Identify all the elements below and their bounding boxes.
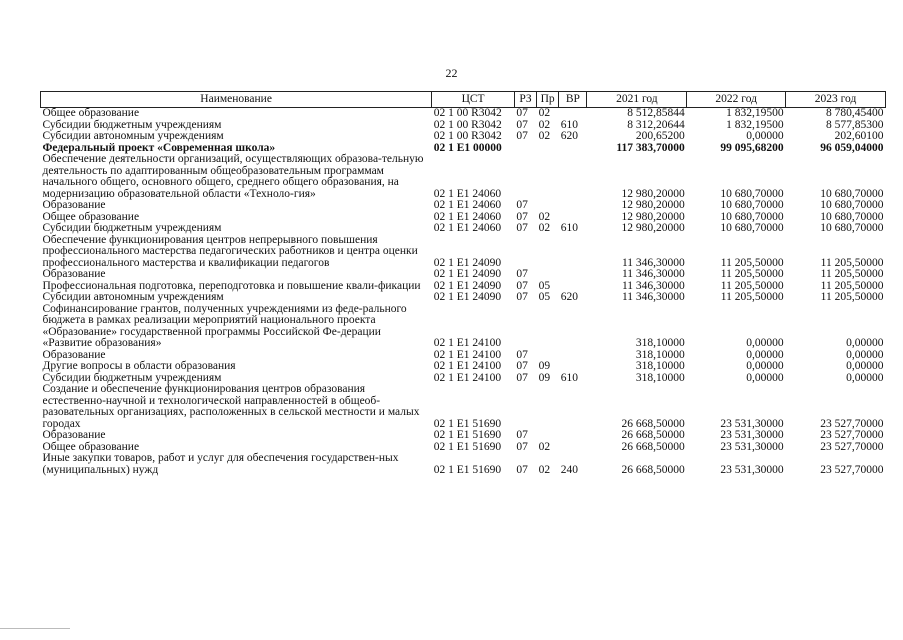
- cell-pr: 02: [538, 463, 551, 476]
- cell-vr: 240: [560, 463, 578, 476]
- cell-2021: 200,65200: [635, 130, 685, 142]
- cell-2022: 0,00000: [746, 348, 784, 361]
- header-vr: ВР: [559, 92, 587, 108]
- table-row: [41, 108, 886, 120]
- cell-2023: 8 577,85300: [826, 118, 884, 131]
- cell-cst: 02 1 E1 00000: [433, 141, 502, 154]
- table-row: [41, 384, 886, 430]
- cell-pr: [537, 430, 559, 442]
- cell-cst: 02 1 E1 24090: [433, 256, 502, 269]
- cell-2022: 23 531,30000: [720, 429, 784, 441]
- cell-2023: 10 680,70000: [820, 210, 884, 223]
- cell-name: Софинансирование грантов, полученных учреждениями из феде-рального бюджета в рамках реализации мероприятий национального проекта «Образование» государственной программы Российской Фе-дерации «Развитие образования»: [42, 302, 407, 349]
- header-cst: ЦСТ: [432, 92, 515, 108]
- cell-vr: [559, 200, 587, 212]
- cell-vr: [559, 269, 587, 281]
- cell-name: Общее образование: [42, 107, 140, 119]
- table-row: [41, 131, 886, 143]
- cell-pr: 02: [538, 130, 551, 142]
- cell-name: Создание и обеспечение функционирования центров образования естественно-научной и технологической направленностей в общеоб-разовательных организациях, расположенных в сельской местности и малых городах: [42, 383, 420, 430]
- cell-2021: 26 668,50000: [621, 440, 685, 453]
- cell-2023: 11 205,50000: [820, 291, 884, 303]
- cell-name: Общее образование: [42, 440, 140, 453]
- cell-2023: 23 527,70000: [820, 440, 884, 453]
- cell-rz: 07: [516, 371, 528, 384]
- cell-name: Субсидии бюджетным учреждениям: [42, 371, 222, 384]
- cell-name: Профессиональная подготовка, переподготовка и повышение квали-фикации: [42, 279, 421, 292]
- cell-pr: [537, 200, 559, 212]
- cell-cst: 02 1 E1 24100: [433, 348, 502, 361]
- cell-name: Субсидии бюджетным учреждениям: [42, 118, 222, 131]
- cell-vr: [559, 442, 587, 454]
- cell-2023: 0,00000: [846, 337, 884, 349]
- cell-2023: 0,00000: [846, 348, 884, 361]
- cell-name: Субсидии бюджетным учреждениям: [42, 222, 222, 234]
- cell-2021: 12 980,20000: [621, 199, 685, 211]
- cell-name: Образование: [42, 268, 106, 280]
- cell-2023: 10 680,70000: [820, 199, 884, 211]
- cell-pr: [537, 154, 559, 200]
- cell-vr: 610: [560, 371, 578, 384]
- cell-vr: [559, 143, 587, 155]
- cell-2022: 10 680,70000: [720, 199, 784, 211]
- cell-pr: [537, 384, 559, 430]
- cell-2022: 1 832,19500: [726, 118, 784, 131]
- table-row: [41, 200, 886, 212]
- cell-name: Обеспечение функционирования центров непрерывного повышения профессионального мастерства педагогических работников и центра оценки профессионального мастерства и квалификации педагогов: [42, 233, 418, 269]
- header-2022: 2022 год: [687, 92, 786, 108]
- cell-name: Субсидии автономным учреждениям: [42, 130, 224, 142]
- header-rz: РЗ: [514, 92, 536, 108]
- cell-pr: 05: [538, 291, 551, 303]
- cell-2021: 318,10000: [635, 348, 685, 361]
- cell-2021: 11 346,30000: [621, 279, 685, 292]
- budget-table-container: [40, 91, 886, 476]
- cell-vr: 610: [560, 222, 578, 234]
- footer-rule: [0, 628, 70, 629]
- cell-2022: 10 680,70000: [720, 222, 784, 234]
- header-name: Наименование: [41, 92, 432, 108]
- cell-2023: 202,60100: [834, 130, 884, 142]
- cell-2022: 10 680,70000: [720, 210, 784, 223]
- cell-2021: 8 312,20644: [627, 118, 685, 131]
- header-2023: 2023 год: [786, 92, 886, 108]
- cell-cst: 02 1 E1 24090: [433, 291, 502, 303]
- cell-name: Федеральный проект «Современная школа»: [42, 141, 276, 154]
- cell-cst: 02 1 E1 24060: [433, 222, 502, 234]
- cell-cst: 02 1 E1 24100: [433, 360, 502, 372]
- cell-cst: 02 1 E1 24100: [433, 337, 502, 349]
- cell-cst: 02 1 E1 24090: [433, 268, 502, 280]
- cell-rz: 07: [516, 118, 528, 131]
- cell-vr: [559, 154, 587, 200]
- cell-2021: 12 980,20000: [621, 187, 685, 200]
- cell-2023: 11 205,50000: [820, 279, 884, 292]
- cell-cst: 02 1 E1 24100: [433, 371, 502, 384]
- cell-rz: 07: [516, 279, 528, 292]
- table-header-row: [41, 92, 886, 108]
- cell-vr: [559, 235, 587, 270]
- cell-rz: 07: [516, 429, 528, 441]
- page-number: 22: [445, 66, 458, 80]
- cell-name: Иные закупки товаров, работ и услуг для обеспечения государствен-ных (муниципальных) нужд: [42, 452, 399, 476]
- cell-vr: [559, 304, 587, 350]
- cell-vr: [559, 361, 587, 373]
- cell-rz: 07: [516, 348, 528, 361]
- header-pr: Пр: [537, 92, 559, 108]
- cell-vr: [559, 350, 587, 362]
- cell-2021: 318,10000: [635, 371, 685, 384]
- cell-2023: 8 780,45400: [826, 107, 884, 119]
- cell-rz: [514, 384, 536, 430]
- cell-2022: 0,00000: [746, 130, 784, 142]
- cell-2023: 0,00000: [846, 371, 884, 384]
- cell-vr: [559, 384, 587, 430]
- cell-rz: 07: [516, 210, 528, 223]
- cell-vr: [559, 108, 587, 120]
- cell-rz: 07: [516, 222, 528, 234]
- header-2021: 2021 год: [587, 92, 687, 108]
- cell-2023: 11 205,50000: [820, 256, 884, 269]
- cell-2022: 1 832,19500: [726, 107, 784, 119]
- cell-cst: 02 1 00 R3042: [433, 118, 502, 131]
- cell-2023: 23 527,70000: [820, 429, 884, 441]
- cell-pr: [537, 304, 559, 350]
- cell-pr: 02: [538, 222, 551, 234]
- cell-name: Образование: [42, 199, 106, 211]
- cell-2021: 12 980,20000: [621, 222, 685, 234]
- cell-vr: 620: [560, 130, 578, 142]
- cell-cst: 02 1 E1 24060: [433, 199, 502, 211]
- cell-2022: 23 531,30000: [720, 440, 784, 453]
- cell-2022: 11 205,50000: [720, 268, 784, 280]
- cell-2021: 26 668,50000: [621, 463, 685, 476]
- cell-rz: 07: [516, 130, 528, 142]
- cell-name: Образование: [42, 429, 106, 441]
- cell-pr: 02: [538, 210, 551, 223]
- cell-2022: 0,00000: [746, 371, 784, 384]
- budget-table: [40, 91, 886, 476]
- cell-rz: 07: [516, 107, 528, 119]
- cell-2022: 11 205,50000: [720, 279, 784, 292]
- cell-vr: 620: [560, 291, 578, 303]
- cell-cst: 02 1 E1 24060: [433, 210, 502, 223]
- cell-2021: 8 512,85844: [627, 107, 685, 119]
- cell-cst: 02 1 E1 51690: [433, 440, 502, 453]
- table-row: [41, 292, 886, 304]
- cell-2022: 11 205,50000: [720, 291, 784, 303]
- cell-name: Общее образование: [42, 210, 140, 223]
- cell-rz: 07: [516, 199, 528, 211]
- cell-2023: 0,00000: [846, 360, 884, 372]
- cell-2021: 11 346,30000: [621, 268, 685, 280]
- cell-vr: 610: [560, 118, 578, 131]
- cell-pr: 02: [538, 118, 551, 131]
- cell-2022: 11 205,50000: [720, 256, 784, 269]
- cell-name: Образование: [42, 348, 106, 361]
- table-row: [41, 235, 886, 270]
- cell-rz: 07: [516, 360, 528, 372]
- cell-rz: 07: [516, 440, 528, 453]
- cell-2022: 0,00000: [746, 337, 784, 349]
- cell-cst: 02 1 00 R3042: [433, 130, 502, 142]
- cell-2023: 10 680,70000: [820, 187, 884, 200]
- cell-rz: [514, 235, 536, 270]
- cell-2022: 99 095,68200: [720, 141, 784, 154]
- table-row: [41, 453, 886, 476]
- cell-2021: 318,10000: [635, 337, 685, 349]
- cell-cst: 02 1 E1 51690: [433, 417, 502, 430]
- table-row: [41, 304, 886, 350]
- cell-2021: 12 980,20000: [621, 210, 685, 223]
- cell-pr: [537, 143, 559, 155]
- cell-cst: 02 1 E1 24090: [433, 279, 502, 292]
- cell-2023: 10 680,70000: [820, 222, 884, 234]
- cell-pr: 02: [538, 440, 551, 453]
- cell-vr: [559, 430, 587, 442]
- cell-name: Субсидии автономным учреждениям: [42, 291, 224, 303]
- table-body: [41, 108, 886, 477]
- table-row: [41, 430, 886, 442]
- cell-rz: 07: [516, 463, 528, 476]
- cell-2023: 96 059,04000: [820, 141, 884, 154]
- table-row: [41, 154, 886, 200]
- cell-2021: 26 668,50000: [621, 429, 685, 441]
- cell-cst: 02 1 00 R3042: [433, 107, 502, 119]
- cell-rz: 07: [516, 268, 528, 280]
- cell-2022: 10 680,70000: [720, 187, 784, 200]
- cell-rz: 07: [516, 291, 528, 303]
- cell-pr: 09: [538, 360, 551, 372]
- cell-2022: 0,00000: [746, 360, 784, 372]
- cell-cst: 02 1 E1 24060: [433, 187, 502, 200]
- cell-rz: [514, 304, 536, 350]
- table-row: [41, 223, 886, 235]
- table-row: [41, 269, 886, 281]
- cell-rz: [514, 143, 536, 155]
- cell-name: Обеспечение деятельности организаций, осуществляющих образова-тельную деятельность по адаптированным общеобразовательным программам начального общего, основного общего, среднего общего образования, на модернизацию образовательной области «Техноло-гия»: [42, 153, 424, 200]
- cell-2023: 23 527,70000: [820, 463, 884, 476]
- cell-name: Другие вопросы в области образования: [42, 360, 236, 372]
- cell-pr: 02: [538, 107, 551, 119]
- cell-cst: 02 1 E1 51690: [433, 429, 502, 441]
- cell-pr: [537, 269, 559, 281]
- cell-pr: 05: [538, 279, 551, 292]
- table-row: [41, 361, 886, 373]
- cell-2022: 23 531,30000: [720, 463, 784, 476]
- cell-cst: 02 1 E1 51690: [433, 463, 502, 476]
- cell-2023: 23 527,70000: [820, 417, 884, 430]
- cell-rz: [514, 154, 536, 200]
- cell-2022: 23 531,30000: [720, 417, 784, 430]
- cell-2021: 117 383,70000: [616, 141, 685, 154]
- cell-2023: 11 205,50000: [820, 268, 884, 280]
- cell-2021: 318,10000: [635, 360, 685, 372]
- cell-2021: 26 668,50000: [621, 417, 685, 430]
- cell-2021: 11 346,30000: [621, 256, 685, 269]
- cell-pr: [537, 235, 559, 270]
- cell-pr: 09: [538, 371, 551, 384]
- cell-2021: 11 346,30000: [621, 291, 685, 303]
